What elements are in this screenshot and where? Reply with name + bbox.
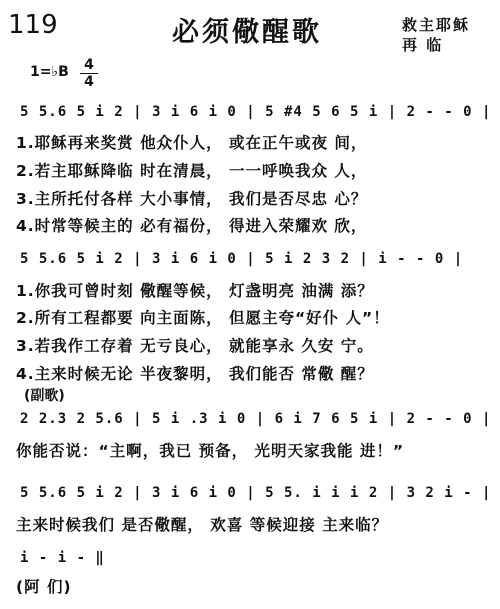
section1-lyric-3: 3.主所托付各样 大小事情， 我们是否尽忠 心？ — [16, 190, 368, 208]
section2-lyric-1: 1.你我可曾时刻 儆醒等候， 灯盏明亮 油满 添？ — [16, 282, 374, 300]
section1-lyric-4: 4.时常等候主的 必有福份， 得进入荣耀欢 欣， — [16, 217, 368, 235]
chorus-notation-2: 5 5.6 5 i 2 | 3 i 6 i 0 | 5 5. i i i 2 | 3 2 i - | — [20, 485, 492, 501]
time-signature-top: 4 — [84, 57, 94, 73]
section2-lyric-2: 2.所有工程都要 向主面陈， 但愿主夸“好仆 人”！ — [16, 309, 390, 327]
section2-notation: 5 5.6 5 i 2 | 3 i 6 i 0 | 5 i 2 3 2 | i - - 0 | — [20, 251, 464, 267]
chorus-lyric-1: 你能否说：“主啊，我已 预备， 光明天家我能 进！” — [16, 442, 405, 460]
amen-text: (阿 们) — [16, 578, 72, 596]
section2-lyric-4: 4.主来时候无论 半夜黎明， 我们能否 常儆 醒？ — [16, 365, 374, 383]
chorus-lyric-2: 主来时候我们 是否儆醒， 欢喜 等候迎接 主来临？ — [16, 516, 389, 534]
hymn-number: 119 — [8, 10, 58, 40]
section1-notation: 5 5.6 5 i 2 | 3 i 6 i 0 | 5 #4 5 6 5 i | 2 - - 0 | — [20, 104, 492, 120]
chorus-label: (副歌) — [24, 388, 65, 404]
credit-line-2: 再 临 — [402, 36, 444, 54]
time-signature-bottom: 4 — [84, 74, 94, 90]
section1-lyric-2: 2.若主耶稣降临 时在清晨， 一一呼唤我众 人， — [16, 162, 368, 180]
section2-lyric-3: 3.若我作工存着 无亏良心， 就能享永 久安 宁。 — [16, 337, 374, 355]
hymn-title: 必须儆醒歌 — [172, 17, 322, 48]
amen-notation: i - i - ‖ — [20, 550, 105, 566]
key-signature: 1=♭B — [30, 64, 69, 80]
section1-lyric-1: 1.耶稣再来奖赏 他众仆人， 或在正午或夜 间， — [16, 134, 368, 152]
chorus-notation-1: 2 2.3 2 5.6 | 5 i .3 i 0 | 6 i 7 6 5 i | 2 - - 0 | — [20, 411, 492, 427]
credit-line-1: 救主耶稣 — [402, 16, 471, 34]
